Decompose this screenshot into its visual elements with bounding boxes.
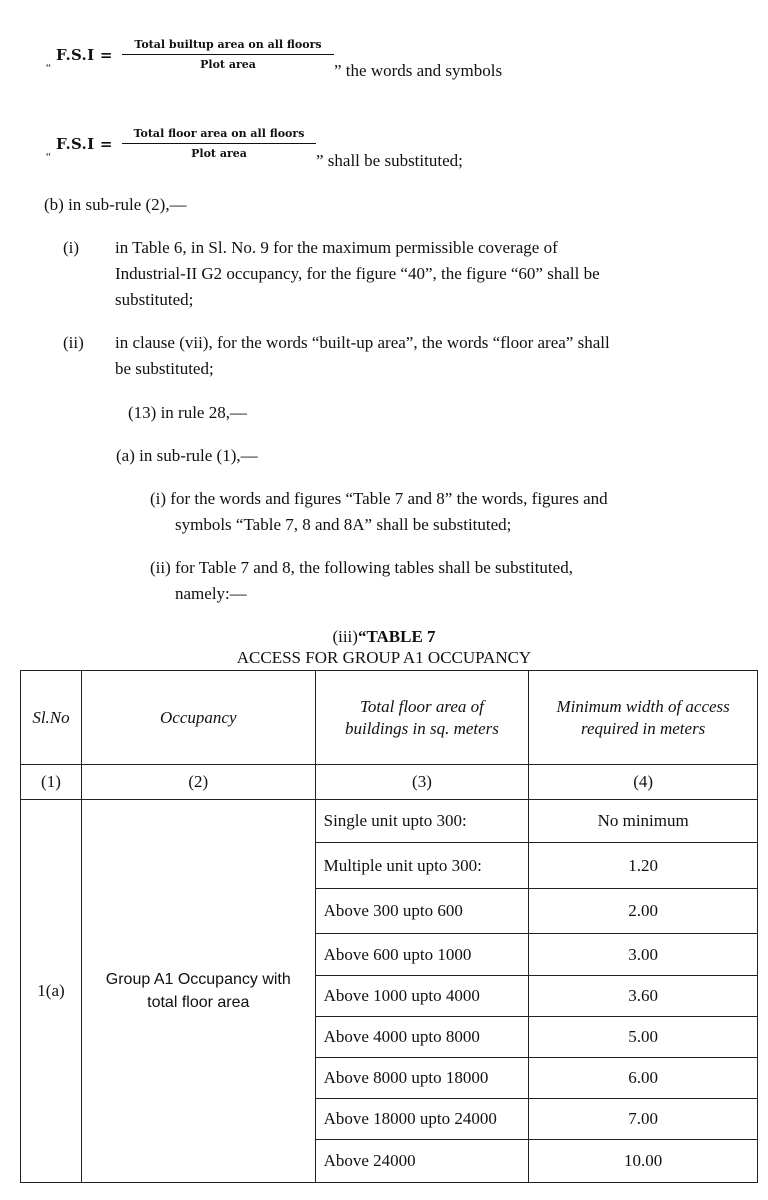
floor-area-cell: Above 4000 upto 8000	[315, 1017, 529, 1058]
table-title-prefix: (iii)	[332, 627, 358, 646]
rule-13: (13) in rule 28,—	[128, 403, 247, 422]
header-floor-area	[315, 671, 529, 765]
text-line: (i) for the words and figures “Table 7 and 8” the words, figures and	[150, 489, 608, 508]
column-number: (2)	[81, 765, 315, 800]
access-table	[20, 670, 758, 1183]
fraction-numerator: Total builtup area on all floors	[122, 38, 334, 55]
sl-no-cell: 1(a)	[21, 800, 82, 1183]
width-cell: 6.00	[529, 1058, 758, 1099]
text-line: namely:—	[175, 584, 247, 603]
item-i-text	[115, 235, 718, 313]
width-cell: 7.00	[529, 1099, 758, 1140]
floor-area-cell: Above 24000	[315, 1140, 529, 1183]
header-occupancy: Occupancy	[81, 671, 315, 765]
table-row	[21, 800, 758, 843]
header-line: buildings in sq. meters	[344, 718, 499, 738]
header-min-width	[529, 671, 758, 765]
occupancy-cell	[81, 800, 315, 1183]
text-line: (ii) for Table 7 and 8, the following tables shall be substituted,	[150, 558, 573, 577]
item-ii-text	[115, 330, 718, 382]
column-number: (4)	[529, 765, 758, 800]
table-title-bold: “TABLE 7	[357, 627, 436, 646]
text-line: in clause (vii), for the words “built-up area”, the words “floor area” shall	[115, 333, 610, 352]
text-line: in Table 6, in Sl. No. 9 for the maximum permissible coverage of	[115, 238, 558, 257]
fsi-lhs: F.S.I =	[56, 135, 113, 153]
text-line: Industrial-II G2 occupancy, for the figure “40”, the figure “60” shall be	[115, 264, 600, 283]
formula-tail: ” shall be substituted;	[316, 151, 463, 170]
sub-rule-a: (a) in sub-rule (1),—	[116, 446, 258, 465]
sub-item-i	[150, 486, 718, 538]
header-line: required in meters	[580, 718, 706, 738]
floor-area-cell: Single unit upto 300:	[315, 800, 529, 843]
width-cell: 2.00	[529, 889, 758, 934]
table-subtitle: ACCESS FOR GROUP A1 OCCUPANCY	[236, 648, 532, 667]
sub-item-ii	[150, 555, 718, 607]
header-line: Minimum width of access	[556, 696, 730, 716]
header-line: Total floor area of	[360, 696, 484, 716]
open-quote: “	[46, 62, 51, 74]
floor-area-cell: Above 18000 upto 24000	[315, 1099, 529, 1140]
open-quote: “	[46, 151, 51, 163]
floor-area-cell: Above 1000 upto 4000	[315, 976, 529, 1017]
text-line: symbols “Table 7, 8 and 8A” shall be substituted;	[175, 515, 512, 534]
fraction-numerator: Total floor area on all floors	[122, 127, 316, 144]
width-cell: No minimum	[529, 800, 758, 843]
fsi-fraction	[122, 127, 316, 160]
fsi-lhs: F.S.I =	[56, 46, 113, 64]
para-b: (b) in sub-rule (2),—	[44, 195, 187, 214]
width-cell: 3.00	[529, 934, 758, 976]
width-cell: 3.60	[529, 976, 758, 1017]
occupancy-line: total floor area	[147, 994, 250, 1011]
fraction-denominator: Plot area	[191, 147, 247, 160]
floor-area-cell: Above 300 upto 600	[315, 889, 529, 934]
fraction-denominator: Plot area	[200, 58, 256, 71]
header-sl-no: Sl.No	[21, 671, 82, 765]
text-line: substituted;	[115, 290, 194, 309]
column-number-row	[21, 765, 758, 800]
table-title	[0, 626, 768, 668]
occupancy-line: Group A1 Occupancy with	[105, 971, 291, 988]
formula-tail: ” the words and symbols	[334, 61, 503, 80]
item-i-label: (i)	[63, 238, 80, 257]
table-header-row	[21, 671, 758, 765]
fsi-fraction	[122, 38, 334, 71]
text-line: be substituted;	[115, 359, 214, 378]
floor-area-cell: Multiple unit upto 300:	[315, 843, 529, 889]
floor-area-cell: Above 8000 upto 18000	[315, 1058, 529, 1099]
item-ii-label: (ii)	[63, 333, 84, 352]
column-number: (3)	[315, 765, 529, 800]
width-cell: 5.00	[529, 1017, 758, 1058]
width-cell: 10.00	[529, 1140, 758, 1183]
column-number: (1)	[21, 765, 82, 800]
width-cell: 1.20	[529, 843, 758, 889]
floor-area-cell: Above 600 upto 1000	[315, 934, 529, 976]
